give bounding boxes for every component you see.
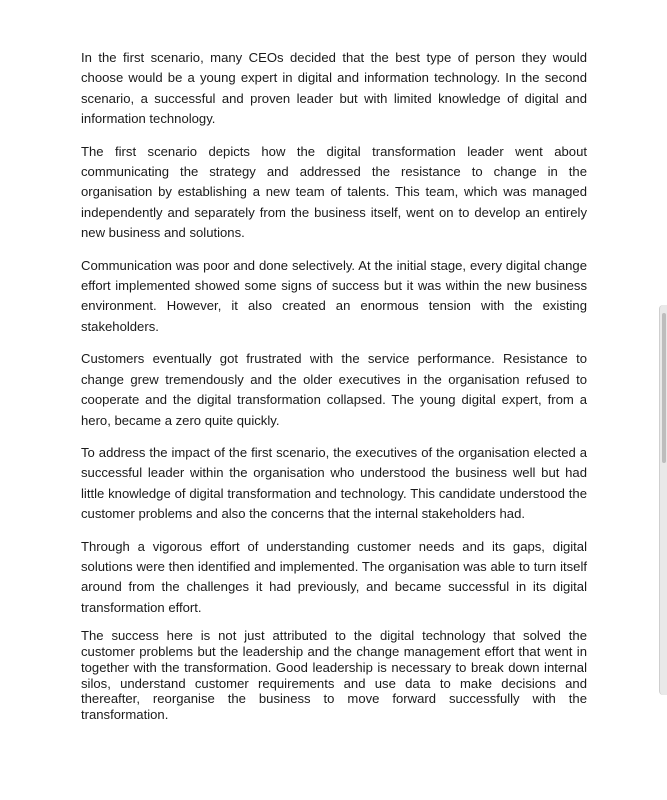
paragraph-4: Customers eventually got frustrated with the service performance. Resistance to change grew tremendously and the older executives in the organisation refused to cooperate and the digital transformation collapsed. The young digital expert, from a hero, became a zero quite quickly. (81, 351, 587, 428)
paragraph-7: The success here is not just attributed to the digital technology that solved the customer problems but the leadership and the change management effort that went in together with the transformation. Good leadership is necessary to break down internal silos, understand customer requirements and use data to make decisions and thereafter, reorganise the business to move forward successfully with the transformation. (81, 628, 587, 723)
paragraph-3: Communication was poor and done selectively. At the initial stage, every digital change effort implemented showed some signs of success but it was within the new business environment. However, it also created an enormous tension with the existing stakeholders. (81, 257, 587, 334)
paragraph-5: To address the impact of the first scenario, the executives of the organisation elected a successful leader within the organisation who understood the business well but had little knowledge of digital transformation and technology. This candidate understood the customer problems and also the concerns that the internal stakeholders had. (81, 444, 587, 522)
vertical-scrollbar[interactable] (659, 305, 667, 695)
paragraph-6: Through a vigorous effort of understanding customer needs and its gaps, digital solutions were then identified and implemented. The organisation was able to turn itself around from the challenges it had previously, and became successful in its digital transformation effort. (81, 538, 587, 615)
paragraph-2: The first scenario depicts how the digital transformation leader went about communicating the strategy and addressed the resistance to change in the organisation by establishing a new team of talents. This team, which was managed independently and separately from the business itself, went on to develop an entirely new business and solutions. (81, 143, 587, 241)
document-page (81, 48, 587, 723)
scrollbar-thumb[interactable] (662, 313, 666, 463)
paragraph-1: In the first scenario, many CEOs decided that the best type of person they would choose would be a young expert in digital and information technology. In the second scenario, a successful and proven leader but with limited knowledge of digital and information technology. (81, 50, 587, 127)
